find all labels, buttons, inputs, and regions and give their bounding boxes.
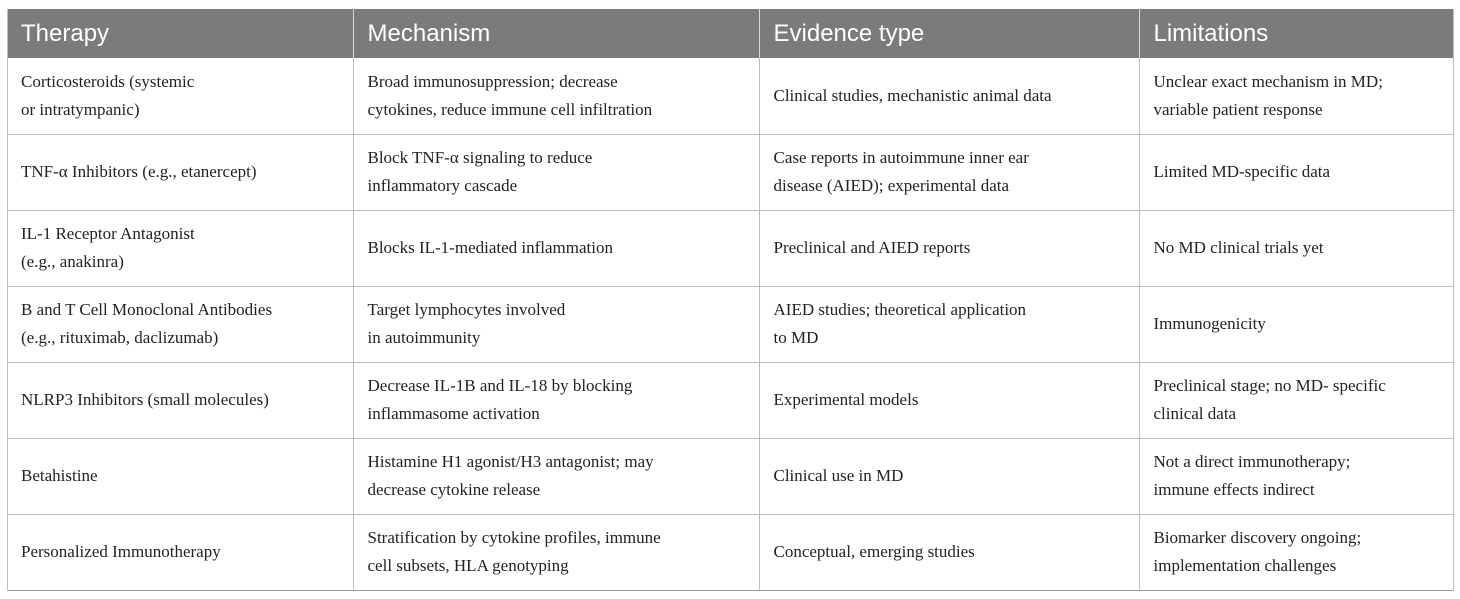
table-row [7,286,1453,362]
table-row [7,134,1453,210]
cell-limitations: Immunogenicity [1139,286,1453,362]
cell-limitations: Preclinical stage; no MD- specific clinical data [1139,362,1453,438]
cell-limitations: Limited MD-specific data [1139,134,1453,210]
cell-mechanism: Target lymphocytes involved in autoimmunity [353,286,759,362]
cell-mechanism: Block TNF-α signaling to reduce inflammatory cascade [353,134,759,210]
cell-evidence-type: Clinical use in MD [759,438,1139,514]
therapy-table [7,9,1453,591]
header-evidence-type: Evidence type [759,9,1139,58]
header-limitations: Limitations [1153,19,1269,47]
cell-therapy: NLRP3 Inhibitors (small molecules) [7,362,353,438]
cell-limitations: Biomarker discovery ongoing; implementation challenges [1139,514,1453,590]
cell-therapy: Betahistine [7,438,353,514]
cell-evidence-type: Conceptual, emerging studies [759,514,1139,590]
cell-evidence-type: AIED studies; theoretical application to MD [759,286,1139,362]
cell-limitations: No MD clinical trials yet [1139,210,1453,286]
cell-limitations: Not a direct immunotherapy; immune effects indirect [1139,438,1453,514]
table-row [7,210,1453,286]
cell-limitations: Unclear exact mechanism in MD; variable patient response [1139,58,1453,134]
cell-mechanism: Stratification by cytokine profiles, immune cell subsets, HLA genotyping [353,514,759,590]
header-row [7,9,1453,58]
cell-therapy: B and T Cell Monoclonal Antibodies (e.g., rituximab, daclizumab) [7,286,353,362]
cell-mechanism: Blocks IL-1-mediated inflammation [353,210,759,286]
cell-therapy: TNF-α Inhibitors (e.g., etanercept) [7,134,353,210]
cell-evidence-type: Clinical studies, mechanistic animal data [759,58,1139,134]
cell-therapy: Personalized Immunotherapy [7,514,353,590]
header-mechanism: Mechanism [353,9,759,58]
cell-therapy: IL-1 Receptor Antagonist (e.g., anakinra) [7,210,353,286]
table-row [7,362,1453,438]
table-row [7,514,1453,590]
cell-evidence-type: Preclinical and AIED reports [759,210,1139,286]
table-row [7,438,1453,514]
cell-mechanism: Histamine H1 agonist/H3 antagonist; may decrease cytokine release [353,438,759,514]
cell-therapy: Corticosteroids (systemic or intratympanic) [7,58,353,134]
header-therapy: Therapy [7,9,353,58]
table-row [7,58,1453,134]
cell-mechanism: Decrease IL-1B and IL-18 by blocking inflammasome activation [353,362,759,438]
cell-mechanism: Broad immunosuppression; decrease cytokines, reduce immune cell infiltration [353,58,759,134]
cell-evidence-type: Case reports in autoimmune inner ear disease (AIED); experimental data [759,134,1139,210]
cell-evidence-type: Experimental models [759,362,1139,438]
